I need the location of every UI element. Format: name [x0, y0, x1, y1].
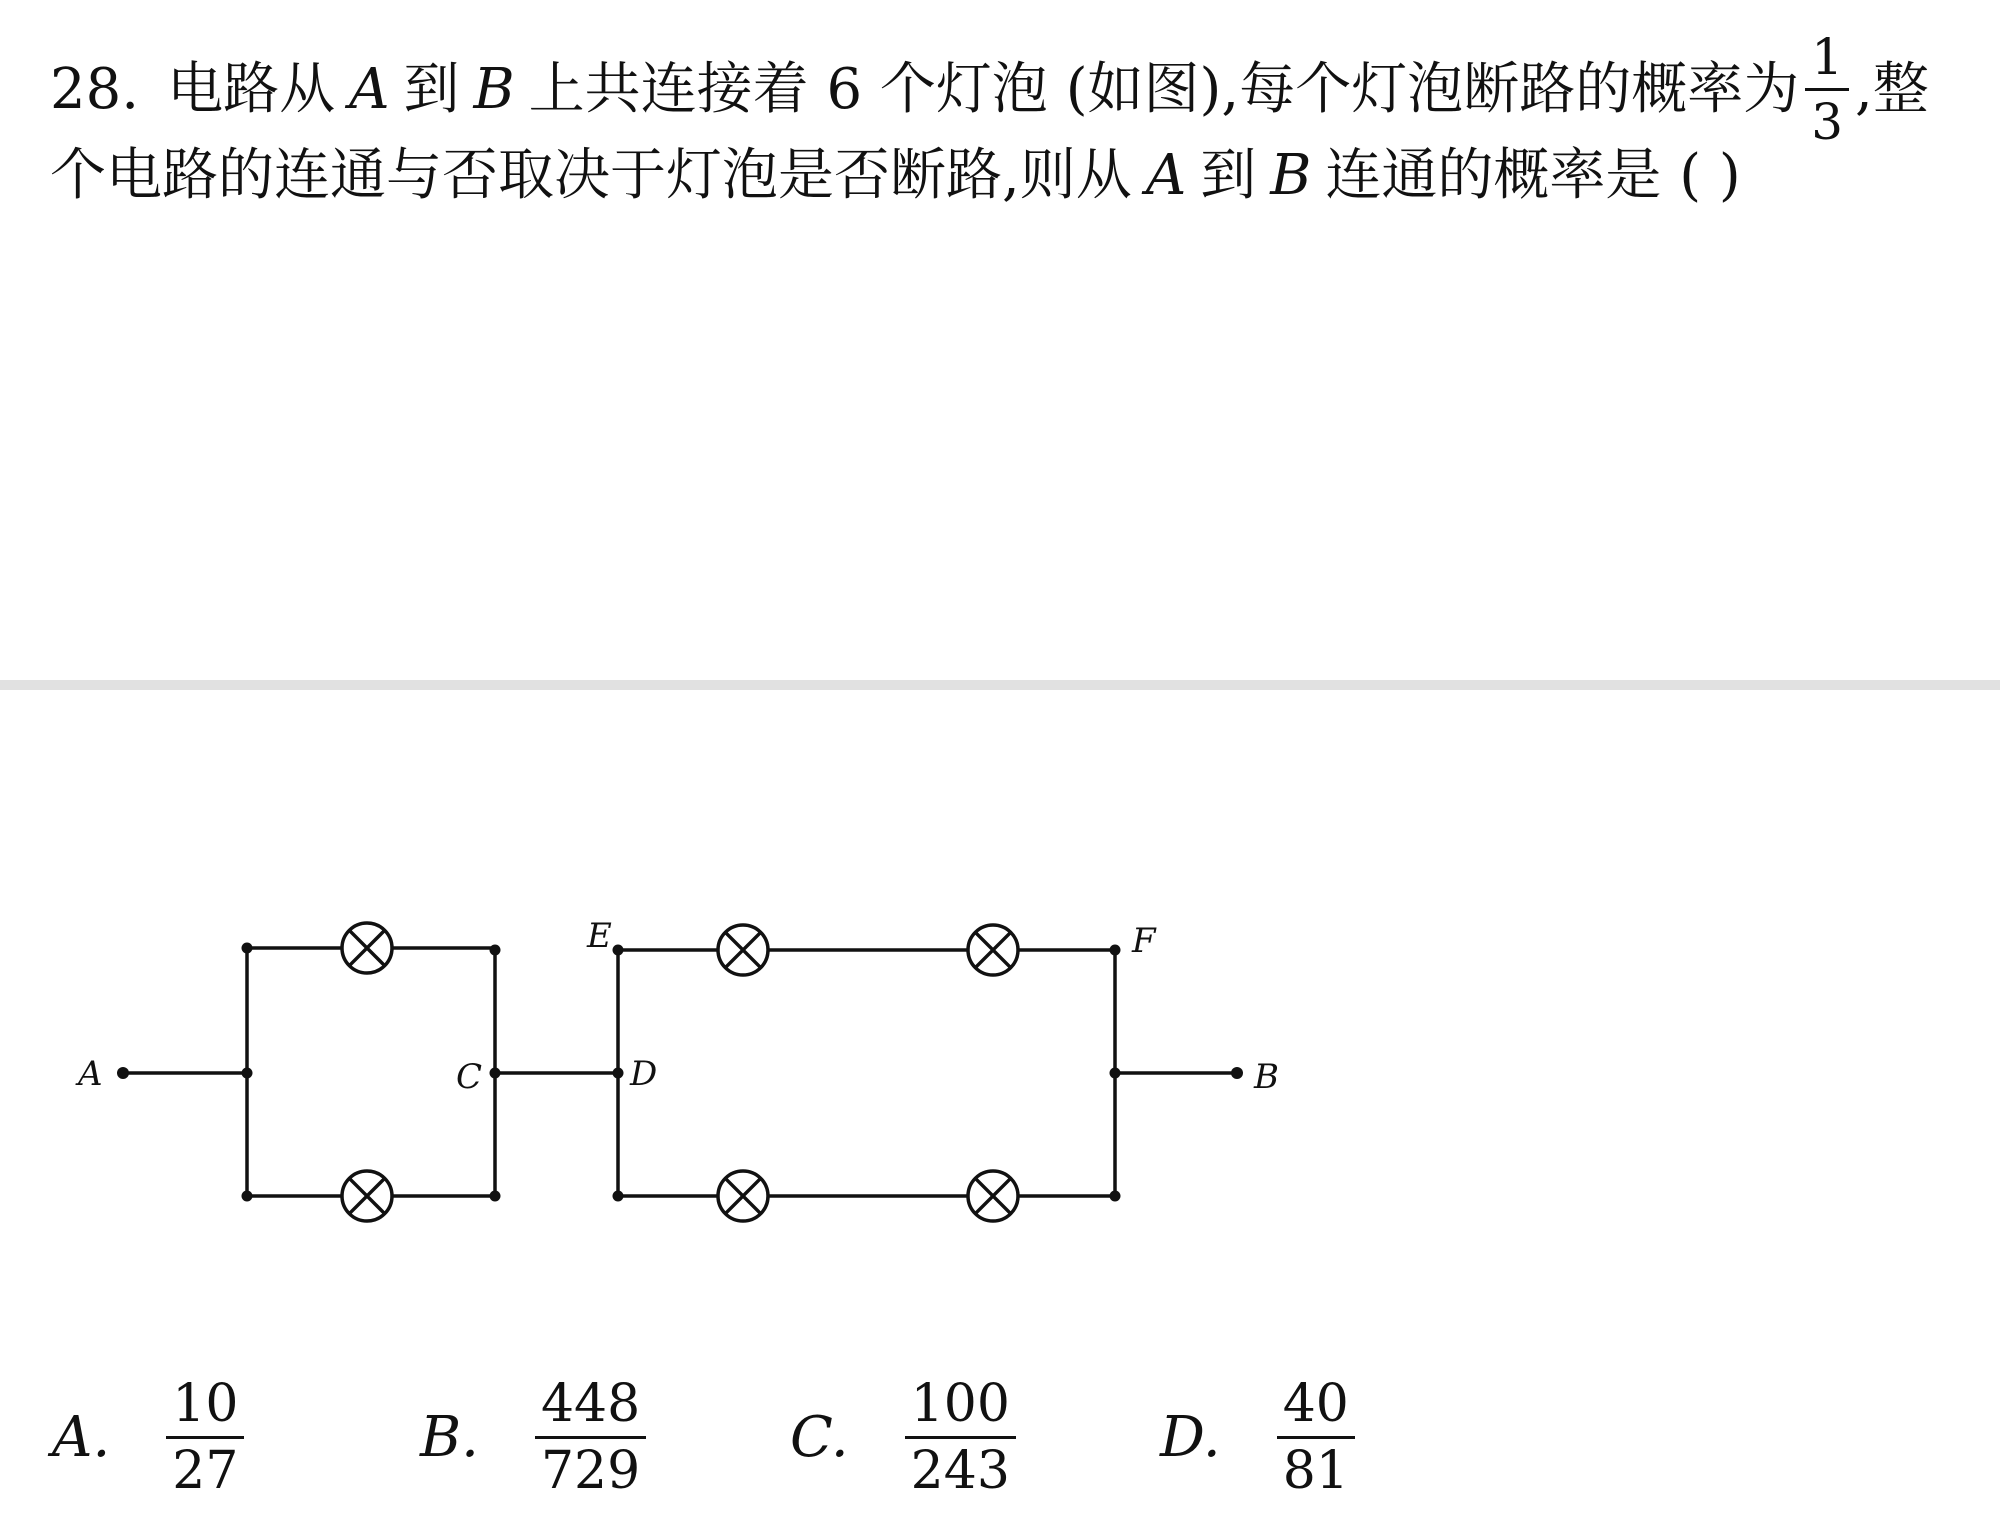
bulb-cross-icon — [968, 925, 1018, 975]
fraction-bar — [166, 1436, 244, 1439]
option-d[interactable] — [1160, 1374, 1361, 1501]
question-text: 上共连接着 6 个灯泡 (如图),每个灯泡断路的概率为 — [528, 56, 1800, 122]
option-letter: A. — [52, 1405, 111, 1470]
fraction-denominator: 27 — [172, 1441, 239, 1501]
point-label-a: A — [349, 56, 390, 122]
question-text: ,整 — [1855, 56, 1929, 122]
question-text: 到 — [1200, 143, 1257, 208]
option-letter: C. — [790, 1405, 849, 1470]
node-label-b: B — [1254, 1057, 1279, 1097]
bulb-cross-icon — [342, 923, 392, 973]
bulb-cross-icon — [968, 1171, 1018, 1221]
fraction-numerator: 448 — [540, 1374, 641, 1434]
node-label-e: E — [587, 916, 612, 956]
fraction-denominator: 243 — [910, 1441, 1010, 1501]
point-label-a: A — [1145, 143, 1187, 208]
fraction-numerator: 40 — [1282, 1374, 1349, 1434]
question-number: 28. — [50, 56, 140, 122]
fraction-numerator: 1 — [1811, 28, 1844, 86]
fraction-bar — [1277, 1436, 1355, 1439]
fraction-bar — [535, 1436, 646, 1439]
point-label-b: B — [1270, 143, 1312, 208]
fraction-denominator: 729 — [540, 1441, 641, 1501]
node-labels — [75, 916, 1279, 1097]
fraction-numerator: 100 — [910, 1374, 1010, 1434]
option-a[interactable] — [52, 1374, 250, 1501]
bulb-cross-icon — [718, 925, 768, 975]
question-text: 电路从 — [167, 56, 336, 122]
option-fraction — [535, 1374, 646, 1501]
question-text: 到 — [403, 56, 460, 122]
wires — [123, 948, 1237, 1196]
question-text: 个电路的连通与否取决于灯泡是否断路,则从 — [50, 143, 1132, 208]
node-label-a: A — [78, 1054, 103, 1094]
option-fraction — [1277, 1374, 1355, 1501]
option-letter: D. — [1160, 1405, 1221, 1470]
bulb-cross-icon — [718, 1171, 768, 1221]
fraction-numerator: 10 — [172, 1374, 239, 1434]
node-label-f: F — [1132, 921, 1156, 961]
option-b[interactable] — [420, 1374, 652, 1501]
option-fraction — [166, 1374, 244, 1501]
option-fraction — [905, 1374, 1016, 1501]
node-label-c: C — [456, 1057, 483, 1097]
option-c[interactable] — [790, 1374, 1022, 1501]
option-letter: B. — [420, 1405, 479, 1470]
fraction-bar — [905, 1436, 1016, 1439]
fraction-denominator: 81 — [1282, 1441, 1349, 1501]
point-label-b: B — [473, 56, 515, 122]
bulb-cross-icon — [342, 1171, 392, 1221]
question-text: 连通的概率是 ( ) — [1325, 143, 1741, 208]
node-label-d: D — [630, 1054, 658, 1094]
fraction-denominator: 3 — [1811, 93, 1844, 151]
junction-dots — [117, 943, 1243, 1202]
